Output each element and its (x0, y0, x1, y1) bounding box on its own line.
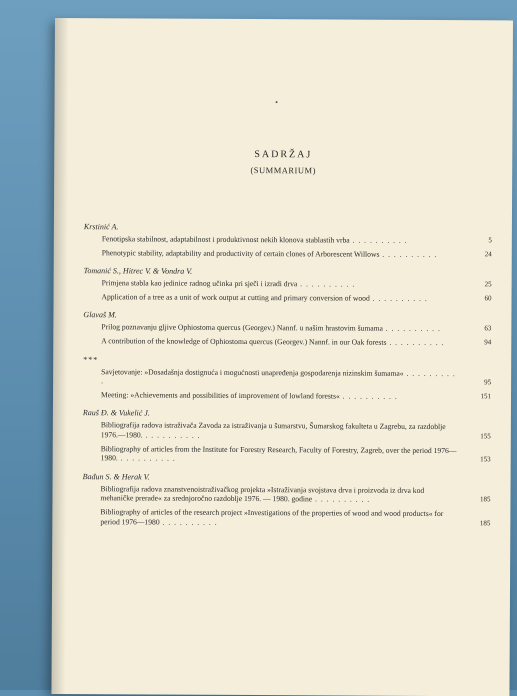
toc-group (83, 408, 493, 465)
toc-entry-page: 24 (484, 249, 492, 258)
toc-entry (83, 390, 493, 402)
toc-entry-title: Phenotypic stability, adaptability and productivity of certain clones of Arborescent Willows . . . (102, 248, 438, 259)
toc-entry (83, 367, 493, 388)
toc-author: Rauš Đ. & Vukelić J. (82, 408, 150, 418)
toc-entry-title: Meeting: »Achievements and possibilities of improvement of lowland forests« . . . (101, 390, 398, 401)
toc-entry (84, 292, 494, 304)
toc-entry-page: 63 (484, 324, 492, 333)
toc-group (83, 311, 493, 348)
toc-entry-title: Prilog poznavanju gljive Ophiostoma quercus (Georgev.) Nannf. u našim hrastovim šumama . . . (101, 323, 441, 334)
toc-entry-page: 5 (488, 236, 492, 245)
toc-entry-page: 153 (480, 455, 491, 464)
book-page (51, 18, 513, 696)
contents-title: SADRŽAJ (254, 149, 313, 161)
toc-entry (83, 420, 493, 441)
toc-entry (82, 484, 492, 505)
page-speck (276, 101, 278, 103)
toc-entry (84, 248, 494, 260)
toc-entry-title: Fenotipska stabilnost, adaptabilnost i produktivnost nekih klonova stablastih vrba . . . (102, 234, 408, 245)
toc-entry-page: 60 (484, 294, 492, 303)
page-spine-shadow (51, 18, 69, 694)
toc-entry-title: Primjena stabla kao jedinice radnog učinka pri sječi i izradi drva . . . (102, 278, 356, 288)
toc-author: *** (83, 354, 99, 364)
toc-entry-title: Bibliografija radova istraživača Zavoda za istraživanja u šumarstvu, Šumarskog fakulteta u Zagrebu, za razdoblje 1976.—1980. . . . (101, 421, 446, 440)
toc-entry-title: Application of a tree as a unit of work output at cutting and primary conversion of wood . . . (102, 292, 428, 303)
table-of-contents (82, 222, 494, 537)
toc-group (84, 222, 494, 259)
toc-entry-page: 25 (484, 280, 492, 289)
toc-group (83, 355, 493, 402)
toc-entry (84, 234, 494, 246)
toc-entry-title: Bibliography of articles from the Institute for Forestry Research, Faculty of Forestry, Zagreb, over the period 1976—1980. . . . (101, 444, 457, 463)
toc-author: Krstinić A. (83, 222, 119, 232)
toc-entry-page: 95 (484, 378, 492, 387)
toc-entry-title: Bibliografija radova znanstvenoistraživačkog projekta »Istraživanja svojstava drva i proizvoda iz drva kod mehaničke prerade« za srednjoročno razdoblje 1976. — 1980. godine . . . (100, 484, 424, 504)
toc-author: Bađun S. & Herak V. (82, 471, 150, 482)
toc-entry-page: 185 (479, 518, 491, 527)
toc-entry-title: Bibliography of articles of the research project »Investigations of the properties of wood and wood products« for period 1976—1980 . . . (100, 507, 443, 526)
toc-entry (84, 278, 494, 290)
toc-entry (83, 323, 493, 335)
toc-entry-title: A contribution of the knowledge of Ophiostoma quercus (Georgev.) Nannf. in our Oak forests . . . (101, 336, 444, 347)
contents-subtitle: (SUMMARIUM) (250, 165, 316, 176)
toc-entry-title: Savjetovanje: »Dosadašnja dostignuća i mogućnosti unapređenja gospodarenja nizinskim šumama« . . . (101, 367, 456, 386)
toc-entry-page: 155 (480, 432, 491, 441)
toc-group (84, 266, 494, 303)
toc-entry-page: 94 (484, 338, 492, 347)
toc-entry (83, 444, 493, 465)
toc-author: Tomanić S., Hitrec V. & Vondra V. (83, 266, 193, 276)
toc-entry-page: 185 (479, 495, 491, 504)
toc-entry-page: 151 (480, 391, 492, 401)
toc-entry (83, 336, 493, 348)
toc-group (82, 472, 492, 529)
toc-author: Glavaš M. (83, 310, 117, 320)
toc-entry (82, 507, 492, 528)
